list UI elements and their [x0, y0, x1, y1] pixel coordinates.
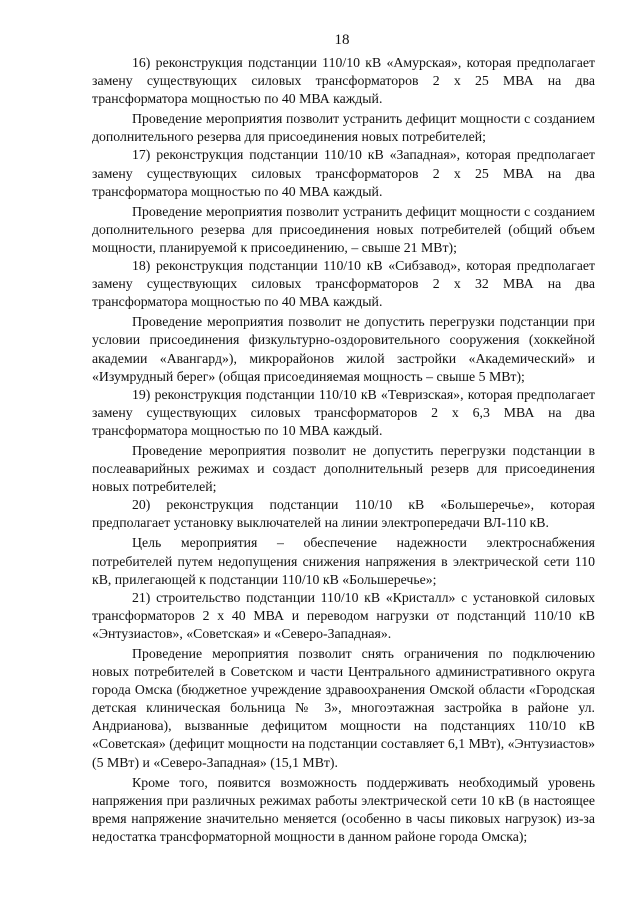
paragraph-item-16: 16) реконструкция подстанции 110/10 кВ «Амурская», которая предполагает замену существующих силовых трансформаторов 2 х 25 МВА на два трансформатора мощностью по 40 МВА каждый.	[92, 55, 595, 107]
paragraph-item-19-effect: Проведение мероприятия позволит не допустить перегрузки подстанции в послеаварийных режимах и создаст дополнительный резерв для присоединения новых потребителей;	[92, 442, 595, 495]
paragraph-item-20-purpose: Цель мероприятия – обеспечение надежности электроснабжения потребителей путем недопущения снижения напряжения в электрической сети 110 кВ, прилегающей к подстанции 110/10 кВ «Большеречье»;	[92, 535, 595, 587]
paragraph-item-17-effect: Проведение мероприятия позволит устранить дефицит мощности с созданием дополнительного резерва для присоединения новых потребителей (общий объем мощности, планируемой к присоединению, – свыше 21 МВт);	[92, 203, 595, 255]
paragraph-item-19: 19) реконструкция подстанции 110/10 кВ «Тевризская», которая предполагает замену существующих силовых трансформаторов 2 х 6,3 МВА на два трансформатора мощностью по 10 МВА каждый.	[92, 386, 595, 438]
page-number: 18	[334, 32, 350, 48]
paragraph-item-16-effect: Проведение мероприятия позволит устранить дефицит мощности с созданием дополнительного резерва для присоединения новых потребителей;	[92, 111, 595, 145]
paragraph-item-18-effect: Проведение мероприятия позволит не допустить перегрузки подстанции при условии присоединения физкультурно-оздоровительного сооружения (хоккейной академии «Авангард»), микрорайонов жилой застройки «Академический» и «Изумрудный берег» (общая присоединяемая мощность – свыше 5 МВт);	[92, 314, 595, 384]
paragraph-item-21-additional: Кроме того, появится возможность поддерживать необходимый уровень напряжения при различных режимах работы электрической сети 10 кВ (в настоящее время напряжение значительно меняется (особенно в часы пиковых нагрузок) из-за недостатка трансформаторной мощности в данном районе города Омска);	[92, 774, 595, 844]
paragraph-item-20: 20) реконструкция подстанции 110/10 кВ «Большеречье», которая предполагает установку выключателей на линии электропередачи ВЛ-110 кВ.	[92, 497, 595, 531]
paragraph-item-21-effect: Проведение мероприятия позволит снять ограничения по подключению новых потребителей в Советском и части Центрального административного округа города Омска (бюджетное учреждение здравоохранения Омской области «Городская детская клиническая больница № 3», многоэтажная застройка в районе ул. Андрианова), вызванные дефицитом мощности на подстанциях 110/10 кВ «Советская» (дефицит мощности на подстанции составляет 6,1 МВт), «Энтузиастов» (5 МВт) и «Северо-Западная» (15,1 МВт).	[92, 646, 595, 770]
paragraph-item-21: 21) строительство подстанции 110/10 кВ «Кристалл» с установкой силовых трансформаторов 2 х 40 МВА и переводом нагрузки от подстанций 110/10 кВ «Энтузиастов», «Советская» и «Северо-Западная».	[92, 589, 595, 641]
paragraph-item-17: 17) реконструкция подстанции 110/10 кВ «Западная», которая предполагает замену существующих силовых трансформаторов 2 х 25 МВА на два трансформатора мощностью по 40 МВА каждый.	[92, 147, 595, 199]
document-body	[92, 54, 595, 846]
paragraph-item-18: 18) реконструкция подстанции 110/10 кВ «Сибзавод», которая предполагает замену существующих силовых трансформаторов 2 х 32 МВА на два трансформатора мощностью по 40 МВА каждый.	[92, 258, 595, 310]
